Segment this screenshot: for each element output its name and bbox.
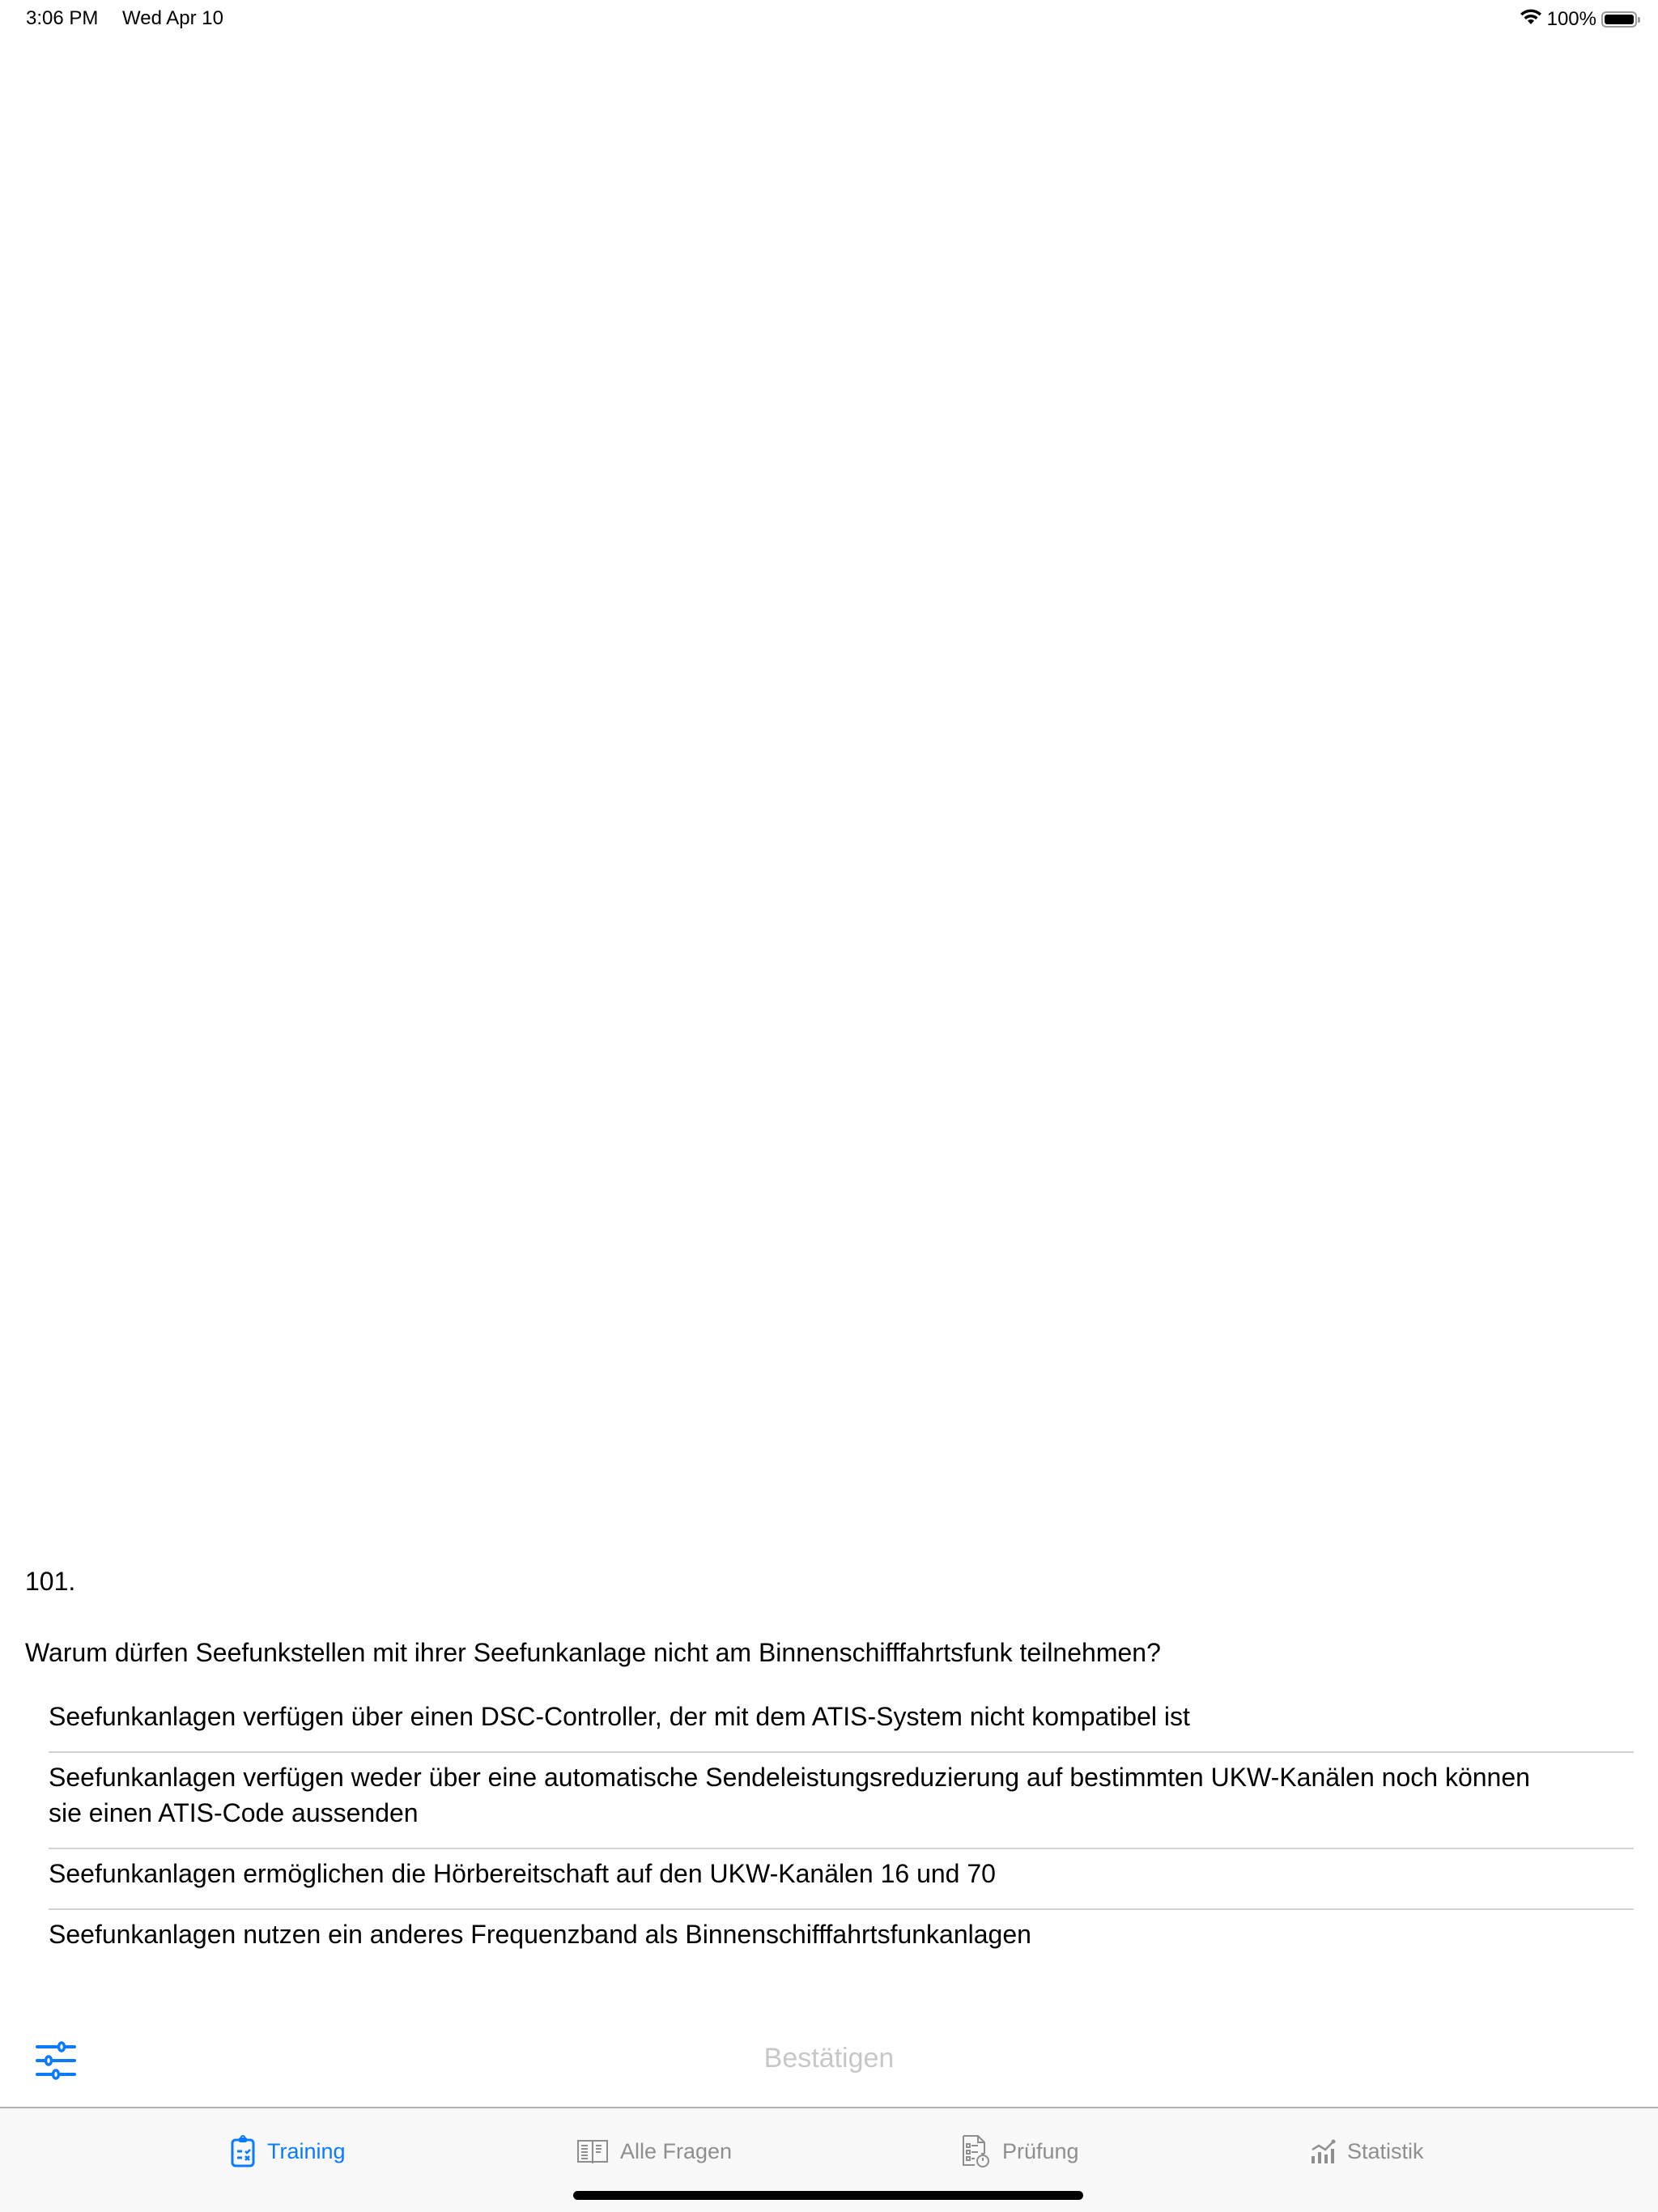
- tab-label: Prüfung: [1002, 2138, 1079, 2163]
- status-right: [1520, 6, 1637, 32]
- tab-statistik[interactable]: [1310, 2131, 1424, 2172]
- question-text: Warum dürfen Seefunkstellen mit ihrer Seefunkanlage nicht am Binnenschifffahrtsfunk teilnehmen?: [25, 1638, 1161, 1667]
- answer-option[interactable]: [49, 1910, 1634, 1969]
- status-bar: [0, 0, 1658, 39]
- battery-percent: 100%: [1546, 8, 1596, 30]
- tab-training[interactable]: [230, 2131, 346, 2172]
- tab-pruefung[interactable]: [962, 2131, 1079, 2172]
- home-indicator[interactable]: [573, 2191, 1083, 2200]
- question-number: 101.: [25, 1567, 76, 1596]
- tab-alle-fragen[interactable]: [576, 2131, 732, 2172]
- answer-text: Seefunkanlagen verfügen weder über eine automatische Sendeleistungsreduzierung auf bestimmten UKW-Kanälen noch können sie einen ATIS-Code aussenden: [49, 1763, 1530, 1827]
- answer-option[interactable]: [49, 1849, 1634, 1910]
- answer-option[interactable]: [49, 1692, 1634, 1753]
- answer-text: Seefunkanlagen nutzen ein anderes Frequenzband als Binnenschifffahrtsfunkanlagen: [49, 1920, 1031, 1949]
- status-time: 3:06 PM: [26, 7, 99, 29]
- chart-icon: [1310, 2138, 1336, 2164]
- answer-option[interactable]: [49, 1753, 1634, 1849]
- wifi-icon: [1520, 9, 1542, 31]
- answer-text: Seefunkanlagen ermöglichen die Hörbereitschaft auf den UKW-Kanälen 16 und 70: [49, 1859, 996, 1888]
- tab-label: Training: [267, 2138, 346, 2163]
- battery-icon: [1601, 11, 1637, 28]
- answer-text: Seefunkanlagen verfügen über einen DSC-Controller, der mit dem ATIS-System nicht kompatibel ist: [49, 1702, 1190, 1731]
- tab-label: Statistik: [1347, 2138, 1424, 2163]
- answer-list: [49, 1692, 1634, 1969]
- tab-label: Alle Fragen: [620, 2138, 733, 2163]
- clipboard-icon: [230, 2135, 256, 2167]
- status-date: Wed Apr 10: [122, 7, 223, 29]
- exam-timer-icon: [962, 2134, 991, 2168]
- confirm-button[interactable]: Bestätigen: [0, 2043, 1658, 2074]
- book-icon: [576, 2138, 609, 2164]
